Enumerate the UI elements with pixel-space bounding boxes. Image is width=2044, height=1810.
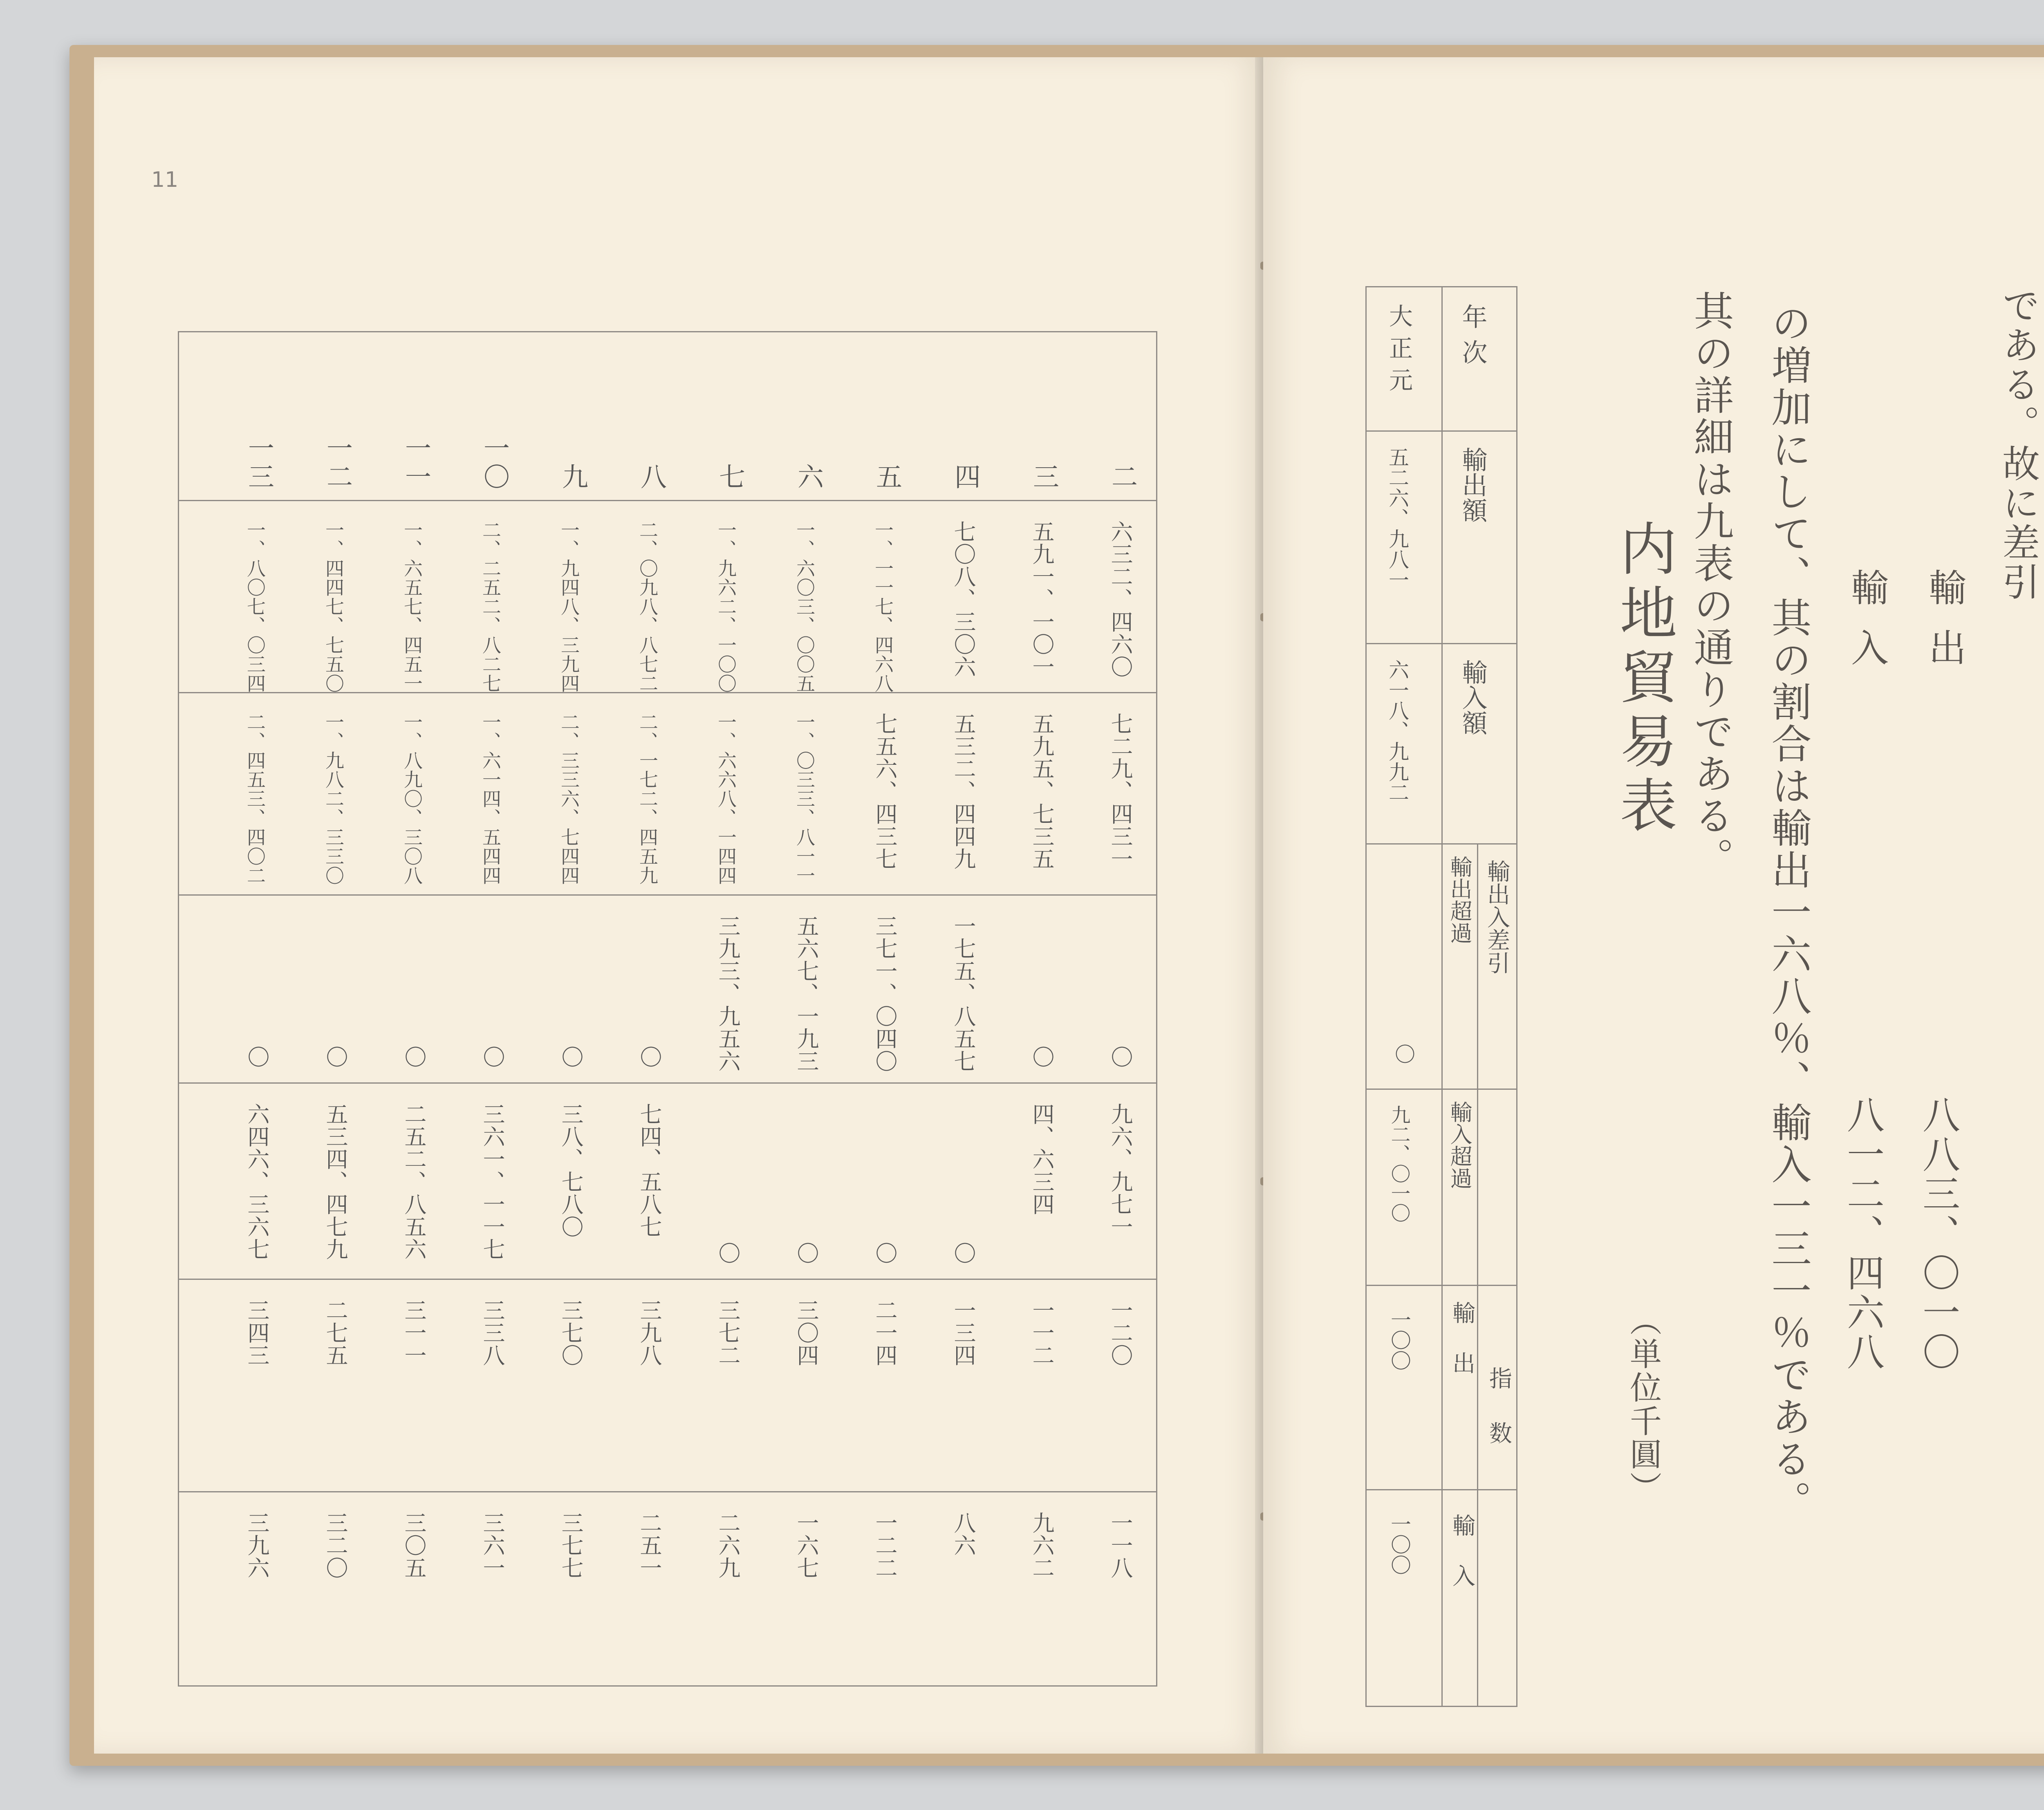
table-cell-year-column: 四 <box>950 463 980 492</box>
table-cell-import-amount: 二、四五三、四〇二 <box>244 712 266 885</box>
table-cell-import-index: 三六一 <box>480 1512 505 1579</box>
table-cell-export-index: 三一一 <box>401 1299 427 1367</box>
header-export-idx: 輸出 <box>1449 1301 1475 1402</box>
table-cell-import-index: 一六七 <box>793 1512 819 1579</box>
table-cell-export-amount: 一、八〇七、〇三四 <box>244 520 266 693</box>
table-cell-year-column: 五 <box>872 463 902 492</box>
header-export: 輸出額 <box>1458 447 1488 523</box>
table-cell-export-surplus: 三九三、九五六 <box>715 915 741 1073</box>
table-cell-export-amount: 一、六五七、四五一 <box>401 520 423 693</box>
unit-note: （単位千圓） <box>1625 1304 1661 1505</box>
table-cell-export-amount: 二、二五二、八二七 <box>480 520 502 693</box>
table-cell-import-amount: 五九五、七三五 <box>1029 712 1055 870</box>
table-cell-import-index: 三九六 <box>244 1512 270 1579</box>
table-cell-export-index: 三三八 <box>480 1299 505 1367</box>
table-cell-export-amount: 五九一、一〇一 <box>1029 520 1055 678</box>
table-cell-export-surplus: 〇 <box>637 1046 662 1069</box>
export-short: 輸出 <box>1923 568 1966 689</box>
table-cell-export-index: 一二〇 <box>1107 1299 1133 1367</box>
table-cell-import-amount: 一、六一四、五四四 <box>480 712 502 885</box>
table-cell-export-index: 二一四 <box>872 1299 898 1367</box>
table-cell-year-column: 八 <box>636 463 666 492</box>
table-cell-year-column: 一一 <box>401 435 431 492</box>
right-page <box>1263 57 2044 1754</box>
row-import-surplus: 九二、〇一〇 <box>1387 1105 1410 1223</box>
table-cell-export-amount: 六三二、四六〇 <box>1107 520 1133 678</box>
trade-table-continued <box>178 331 1157 1687</box>
table-cell-export-index: 一一二 <box>1029 1299 1055 1367</box>
table-cell-export-amount: 一、九四八、三九四 <box>558 520 580 693</box>
table-cell-export-index: 三〇四 <box>793 1299 819 1367</box>
table-cell-export-index: 三四三 <box>244 1299 270 1367</box>
header-year: 年次 <box>1458 304 1488 375</box>
table-cell-import-surplus: 三六一、一一七 <box>480 1103 505 1261</box>
table-cell-year-column: 七 <box>715 463 745 492</box>
table-cell-export-index: 三九八 <box>637 1299 662 1367</box>
table-cell-import-index: 三二〇 <box>323 1512 348 1579</box>
row-export-surplus: 〇 <box>1392 1044 1415 1064</box>
table-cell-import-surplus: 七四、五八七 <box>637 1103 662 1238</box>
table-cell-export-index: 一三四 <box>950 1299 976 1367</box>
table-cell-export-surplus: 五六七、一九三 <box>793 915 819 1073</box>
table-cell-import-amount: 二、一七二、四五九 <box>637 712 659 885</box>
table-cell-export-index: 三七〇 <box>558 1299 584 1367</box>
table-cell-import-index: 二五一 <box>637 1512 662 1579</box>
table-cell-export-surplus: 〇 <box>1107 1046 1133 1069</box>
text-line-4: 其の詳細は九表の通りである。 <box>1687 290 1734 879</box>
table-cell-export-surplus: 〇 <box>323 1046 348 1069</box>
header-import-surplus: 輸入超過 <box>1447 1101 1472 1189</box>
table-cell-import-amount: 一、〇三三、八一一 <box>793 712 816 885</box>
table-cell-export-surplus: 〇 <box>244 1046 270 1069</box>
table-cell-import-amount: 一、八九〇、三〇八 <box>401 712 423 885</box>
row-import: 六一八、九九二 <box>1385 659 1409 802</box>
table-cell-import-index: 三〇五 <box>401 1512 427 1579</box>
table-cell-year-column: 二 <box>1107 463 1137 492</box>
left-page <box>94 57 1263 1754</box>
table-cell-import-amount: 七五六、四三七 <box>872 712 898 870</box>
table-cell-import-amount: 七二九、四三一 <box>1107 712 1133 870</box>
header-import-idx: 輸入 <box>1449 1514 1475 1615</box>
table-cell-export-amount: 七〇八、三〇六 <box>950 520 976 678</box>
import-short: 輸入 <box>1845 568 1889 689</box>
table-cell-export-surplus: 一七五、八五七 <box>950 915 976 1073</box>
table-cell-export-surplus: 〇 <box>401 1046 427 1069</box>
table-cell-year-column: 九 <box>558 463 588 492</box>
import-short-value: 八一二、四六八 <box>1841 1095 1885 1372</box>
header-export-surplus: 輸出超過 <box>1447 856 1472 944</box>
text-line-3: の増加にして、其の割合は輸出一六八％、輸入一三一％である。 <box>1765 302 1811 1523</box>
table-cell-import-surplus: 〇 <box>715 1242 741 1265</box>
header-diff: 輸出入差引 <box>1484 860 1510 974</box>
table-cell-export-amount: 一、一一七、四六八 <box>872 520 894 693</box>
table-cell-export-surplus: 〇 <box>480 1046 505 1069</box>
page-number-left: 11 <box>151 168 179 192</box>
table-cell-import-amount: 五三二、四四九 <box>950 712 976 870</box>
header-index: 指数 <box>1486 1366 1512 1476</box>
table-cell-export-amount: 一、四四七、七五〇 <box>323 520 345 693</box>
trade-table-header <box>1365 286 1517 1707</box>
table-cell-export-index: 二七五 <box>323 1299 348 1367</box>
row-import-index: 一〇〇 <box>1387 1514 1411 1575</box>
table-cell-import-index: 一一八 <box>1107 1512 1133 1579</box>
table-cell-import-index: 八六 <box>950 1512 976 1557</box>
table-cell-import-amount: 一、九八二、三三〇 <box>323 712 345 885</box>
table-cell-import-surplus: 〇 <box>872 1242 898 1265</box>
table-cell-export-amount: 一、九六二、一〇〇 <box>715 520 737 693</box>
table-cell-import-surplus: 九六、九七一 <box>1107 1103 1133 1238</box>
table-title: 内地貿易表 <box>1610 519 1677 840</box>
table-cell-export-surplus: 〇 <box>558 1046 584 1069</box>
table-cell-import-surplus: 〇 <box>950 1242 976 1265</box>
table-cell-export-amount: 二、〇九八、八七二 <box>637 520 659 693</box>
table-cell-export-surplus: 三七一、〇四〇 <box>872 915 898 1073</box>
table-cell-import-surplus: 三八、七八〇 <box>558 1103 584 1238</box>
row-export-index: 一〇〇 <box>1387 1309 1411 1371</box>
table-cell-import-index: 一二二 <box>872 1512 898 1579</box>
table-cell-year-column: 六 <box>793 463 823 492</box>
table-cell-import-surplus: 六四六、三六七 <box>244 1103 270 1261</box>
table-cell-import-amount: 二、三三六、七四四 <box>558 712 580 885</box>
table-cell-import-surplus: 五三四、四七九 <box>323 1103 348 1261</box>
row-year: 大正元 <box>1385 304 1413 400</box>
header-import: 輸入額 <box>1458 659 1488 735</box>
table-cell-export-index: 三七二 <box>715 1299 741 1367</box>
table-cell-import-surplus: 四、六三四 <box>1029 1103 1055 1216</box>
table-cell-year-column: 一二 <box>322 435 352 492</box>
table-cell-export-amount: 一、六〇三、〇〇五 <box>793 520 816 693</box>
export-short-value: 八八三、〇一〇 <box>1916 1095 1960 1372</box>
table-cell-year-column: 一〇 <box>479 435 509 492</box>
text-line-2: である。故に差引 <box>1996 286 2040 602</box>
table-cell-year-column: 一三 <box>244 435 274 492</box>
table-cell-import-surplus: 二五二、八五六 <box>401 1103 427 1261</box>
table-cell-import-index: 二六九 <box>715 1512 741 1579</box>
table-cell-import-index: 九六二 <box>1029 1512 1055 1579</box>
table-cell-import-surplus: 〇 <box>793 1242 819 1265</box>
table-cell-import-amount: 一、六六八、一四四 <box>715 712 737 885</box>
table-cell-import-index: 三七七 <box>558 1512 584 1579</box>
table-cell-export-surplus: 〇 <box>1029 1046 1055 1069</box>
row-export: 五二六、九八一 <box>1385 447 1409 590</box>
table-cell-year-column: 三 <box>1029 463 1059 492</box>
